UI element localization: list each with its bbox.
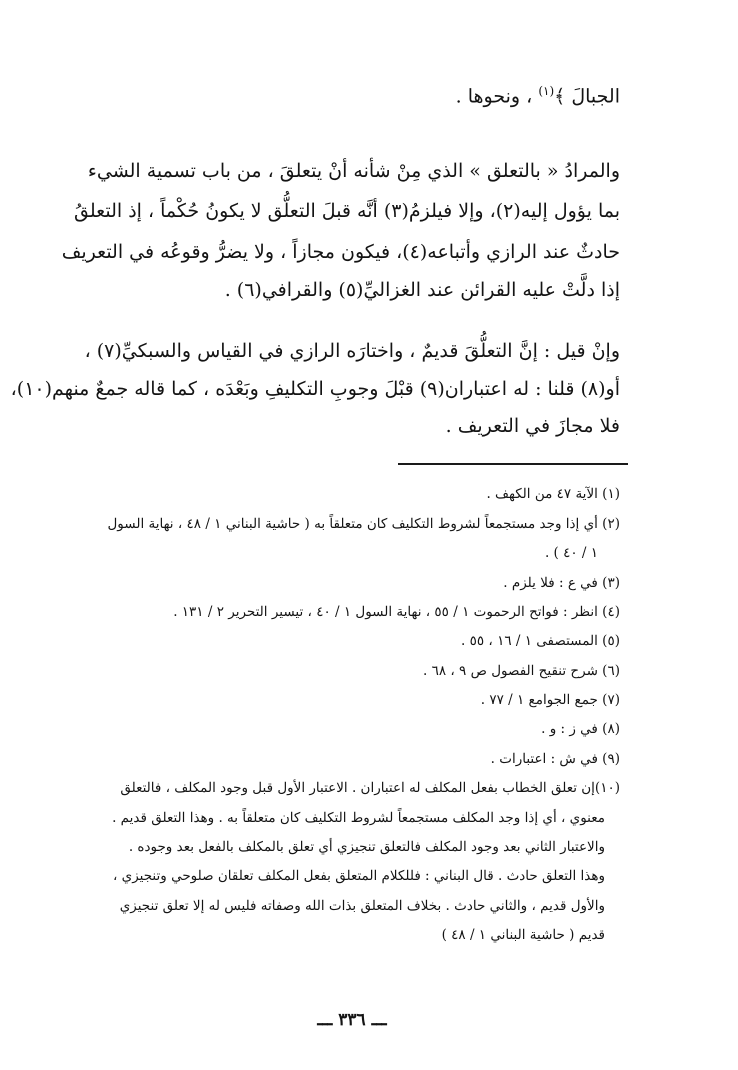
footnote-separator	[398, 463, 628, 465]
footnote-10-line-2: معنوي ، أي إذا وجد المكلف مستجمعاً لشروط التكليف كان متعلقاً به . وهذا التعلق قديم .	[112, 810, 605, 826]
paragraph-3-line-3: فلا مجازَ في التعريف .	[445, 415, 620, 437]
paragraph-2-line-4: إذا دلَّتْ عليه القرائن عند الغزاليِّ(٥) والقرافي(٦) .	[224, 279, 620, 301]
footnote-6: (٦) شرح تنقيح الفصول ص ٩ ، ٦٨ .	[422, 663, 620, 679]
footnote-9: (٩) في ش : اعتبارات .	[490, 751, 620, 767]
line1-continuation: ، ونحوها .	[455, 85, 533, 108]
footnote-2-continued: ١ / ٤٠ ) .	[544, 545, 598, 561]
footnote-1: (١) الآية ٤٧ من الكهف .	[486, 486, 620, 502]
page-number: ـــ ٣٣٦ ـــ	[317, 1010, 387, 1030]
footnote-10-line-3: والاعتبار الثاني بعد وجود المكلف فالتعلق تنجيزي أي تعلق بالمكلف بالفعل بعد وجوده .	[128, 839, 605, 855]
verse-end-text: الجبالَ ﴾	[554, 85, 620, 108]
paragraph-2-line-2: بما يؤول إليه(٢)، وإلا فيلزمُ(٣) أنَّه قبلَ التعلُّق لا يكونُ حُكْماً ، إذ التعلقُ	[74, 200, 620, 222]
paragraph-2-line-3: حادثٌ عند الرازي وأتباعه(٤)، فيكون مجازاً ، ولا يضرُّ وقوعُه في التعريف	[61, 241, 620, 263]
main-line-1	[456, 84, 620, 107]
paragraph-3-line-2: أو(٨) قلنا : له اعتباران(٩) قبْلَ وجوبِ التكليفِ وبَعْدَه ، كما قاله جمعٌ منهم(١٠)،	[10, 378, 620, 400]
footnote-5: (٥) المستصفى ١ / ١٦ ، ٥٥ .	[461, 633, 620, 649]
footnote-8: (٨) في ز : و .	[541, 721, 620, 737]
footnote-ref-1: (١)	[538, 84, 555, 98]
footnote-3: (٣) في ع : فلا يلزم .	[503, 575, 620, 591]
footnote-10-line-6: قديم ( حاشية البناني ١ / ٤٨ )	[441, 927, 605, 943]
footnote-10: (١٠)إن تعلق الخطاب بفعل المكلف له اعتباران . الاعتبار الأول قبل وجود المكلف ، فالتعلق	[120, 780, 620, 796]
footnote-2: (٢) أي إذا وجد مستجمعاً لشروط التكليف كان متعلقاً به ( حاشية البناني ١ / ٤٨ ، نهاية السول	[107, 516, 620, 532]
footnote-10-line-4: وهذا التعلق حادث . قال البناني : فللكلام المتعلق بفعل المكلف تعلقان صلوحي وتنجيزي ،	[112, 868, 605, 884]
footnote-7: (٧) جمع الجوامع ١ / ٧٧ .	[480, 692, 620, 708]
footnote-4: (٤) انظر : فواتح الرحموت ١ / ٥٥ ، نهاية السول ١ / ٤٠ ، تيسير التحرير ٢ / ١٣١ .	[173, 604, 620, 620]
footnote-10-line-5: والأول قديم ، والثاني حادث . بخلاف المتعلق بذات الله وصفاته فليس له إلا تعلق تنجيزي	[119, 898, 605, 914]
paragraph-2-line-1: والمرادُ « بالتعلق » الذي مِنْ شأنه أنْ يتعلقَ ، من باب تسمية الشيء	[87, 160, 620, 182]
paragraph-3-line-1: وإنْ قيل : إنَّ التعلُّقَ قديمٌ ، واختارَه الرازي في القياس والسبكيِّ(٧) ،	[84, 340, 620, 362]
